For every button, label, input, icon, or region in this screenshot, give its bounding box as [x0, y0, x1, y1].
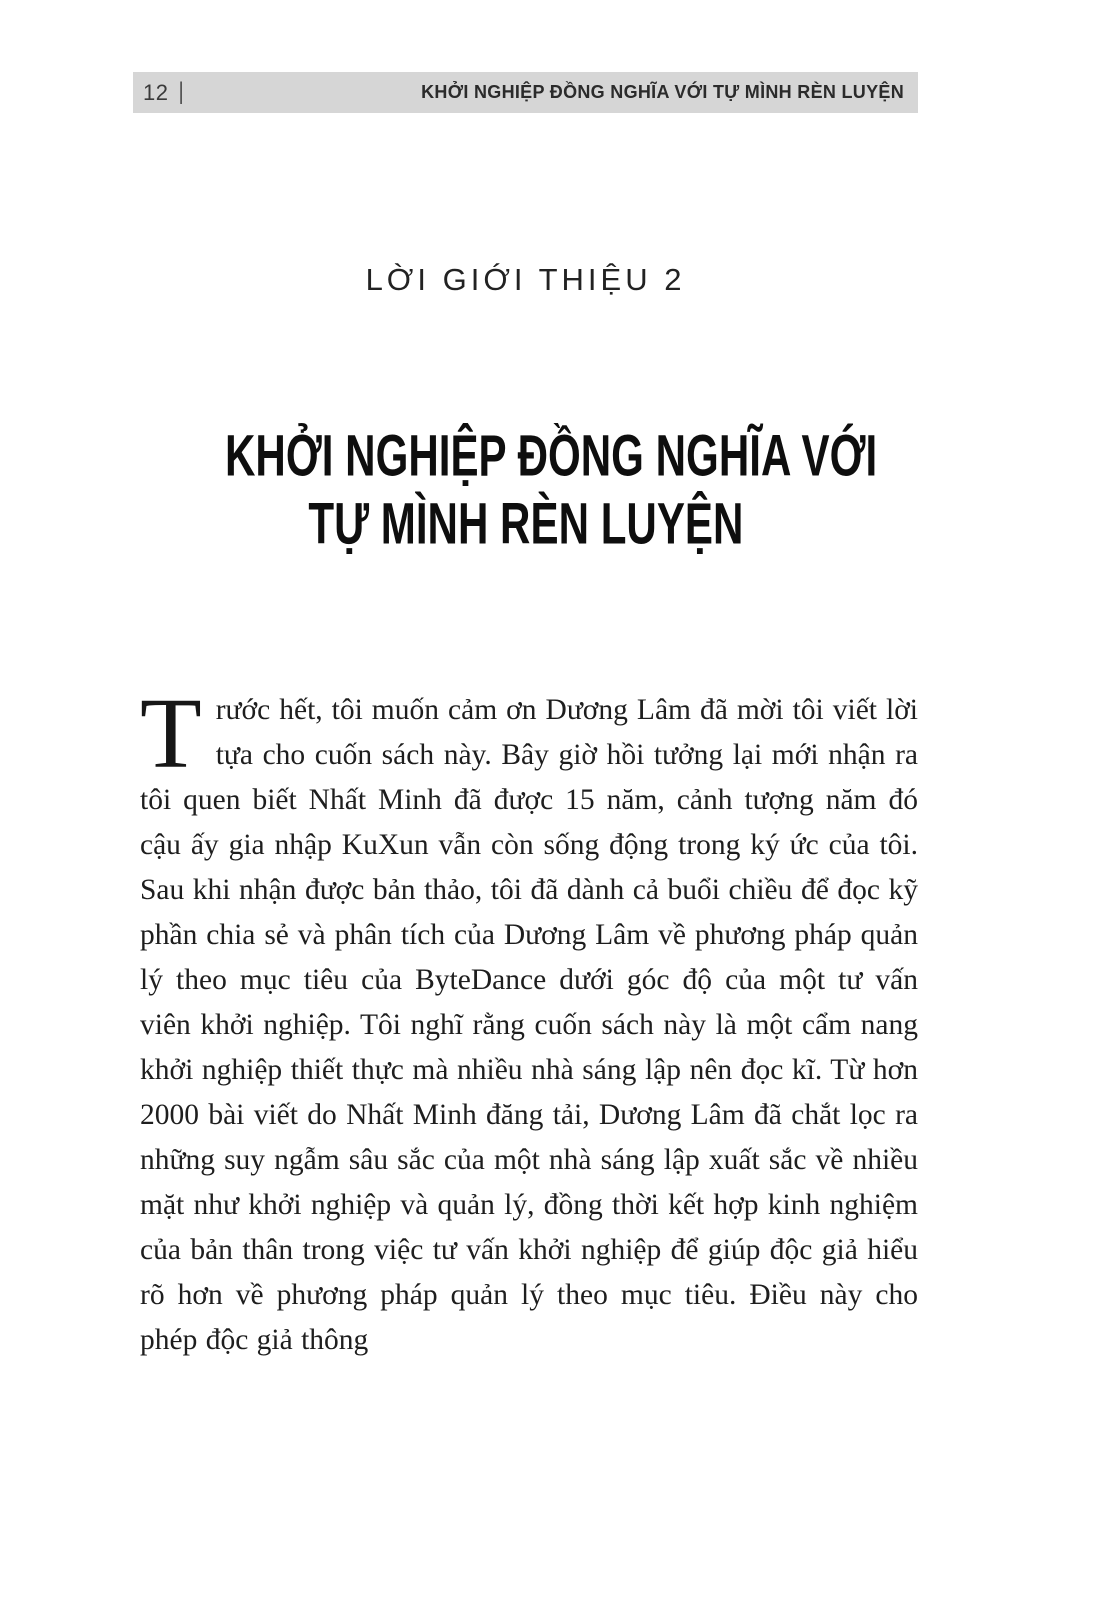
chapter-title-line-1: [133, 422, 918, 490]
chapter-title: [133, 422, 918, 558]
page-number: 12: [143, 79, 169, 105]
chapter-title-line-1-text: KHỞI NGHIỆP ĐỒNG NGHĨA VỚI: [224, 423, 878, 489]
page-header-left: [143, 80, 184, 106]
running-title: KHỞI NGHIỆP ĐỒNG NGHĨA VỚI TỰ MÌNH RÈN LUYỆN: [421, 82, 904, 102]
header-divider: |: [178, 78, 184, 106]
body-paragraph: [140, 677, 918, 1363]
section-label: LỜI GIỚI THIỆU 2: [365, 262, 686, 297]
page-header: [133, 72, 918, 113]
chapter-title-line-2-text: TỰ MÌNH RÈN LUYỆN: [307, 491, 744, 557]
chapter-title-line-2: [133, 490, 918, 558]
drop-cap: T: [140, 677, 202, 789]
paragraph-text: rước hết, tôi muốn cảm ơn Dương Lâm đã mời tôi viết lời tựa cho cuốn sách này. Bây giờ hồi tưởng lại mới nhận ra tôi quen biết Nhất Minh đã được 15 năm, cảnh tượng năm đó cậu ấy gia nhập KuXun vẫn còn sống động trong ký ức của tôi. Sau khi nhận được bản thảo, tôi đã dành cả buổi chiều để đọc kỹ phần chia sẻ và phân tích của Dương Lâm về phương pháp quản lý theo mục tiêu của ByteDance dưới góc độ của một tư vấn viên khởi nghiệp. Tôi nghĩ rằng cuốn sách này là một cẩm nang khởi nghiệp thiết thực mà nhiều nhà sáng lập nên đọc kĩ. Từ hơn 2000 bài viết do Nhất Minh đăng tải, Dương Lâm đã chắt lọc ra những suy ngẫm sâu sắc của một nhà sáng lập xuất sắc về nhiều mặt như khởi nghiệp và quản lý, đồng thời kết hợp kinh nghiệm của bản thân trong việc tư vấn khởi nghiệp để giúp độc giả hiểu rõ hơn về phương pháp quản lý theo mục tiêu. Điều này cho phép độc giả thông: [140, 694, 918, 1356]
